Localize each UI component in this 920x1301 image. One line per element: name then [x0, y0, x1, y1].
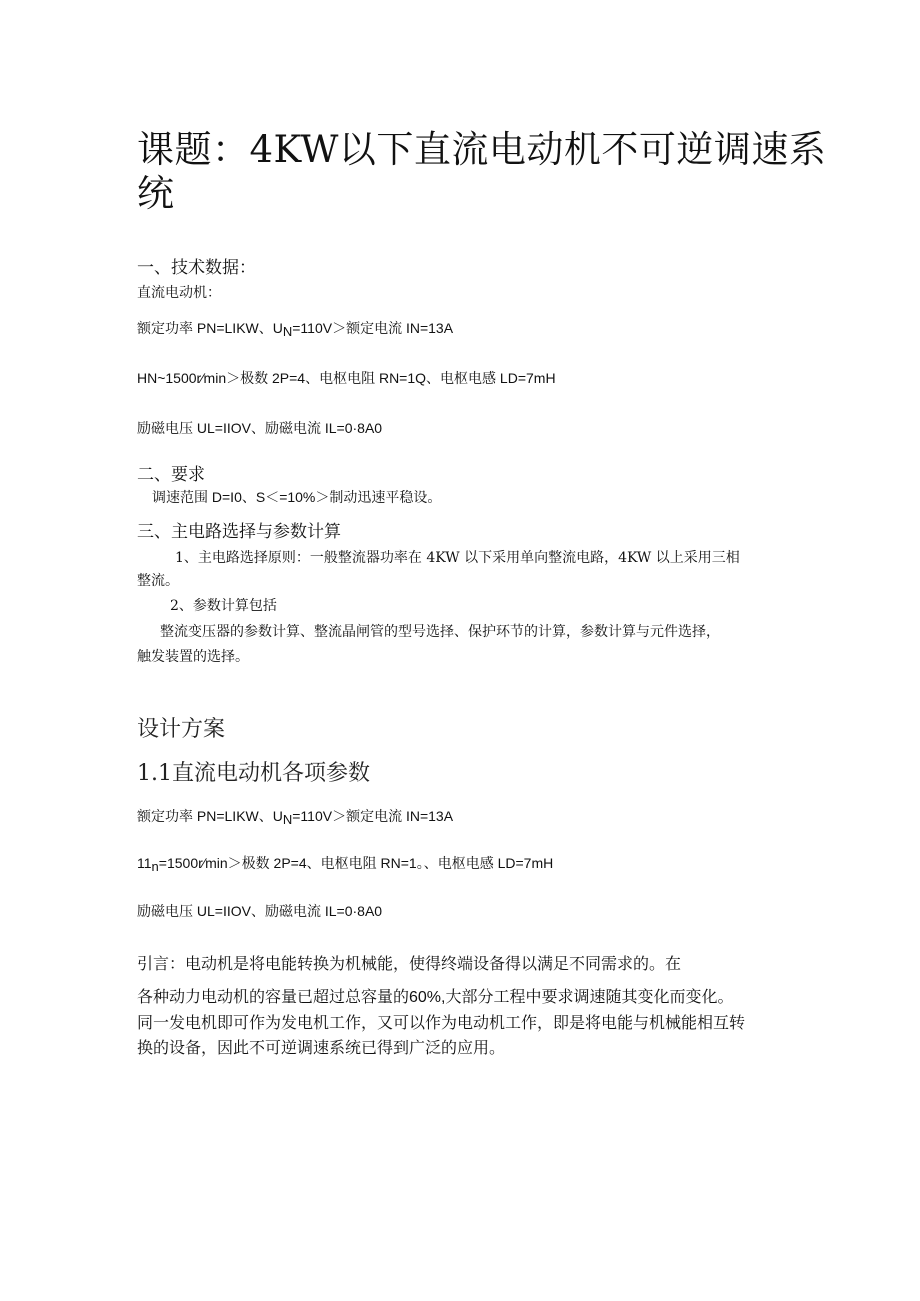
intro-line-4: 换的设备，因此不可逆调速系统已得到广泛的应用。: [137, 1040, 506, 1057]
main-circuit-item-1-line-1: 1、主电路选择原则：一般整流器功率在 4KW 以下采用单向整流电路，4KW 以上采用三相: [175, 550, 740, 566]
design-line-2: 11n=1500r∕min＞极数 2P=4、电枢电阻 RN=1。、电枢电感 LD=7mH: [137, 855, 554, 874]
main-circuit-item-2: 2、参数计算包括: [170, 598, 277, 614]
tech-data-line-2: HN~1500r∕min＞极数 2P=4、电枢电阻 RN=1Q、电枢电感 LD=7mH: [137, 370, 556, 386]
main-circuit-heading: 三、主电路选择与参数计算: [137, 522, 341, 541]
design-line-1: 额定功率 PN=LIKW、UN=110V＞额定电流 IN=13A: [137, 808, 454, 827]
requirements-text: 调速范围 D=I0、S＜=10%＞制动迅速平稳设。: [152, 489, 442, 505]
tech-data-line-3: 励磁电压 UL=IIOV、励磁电流 IL=0·8A0: [137, 420, 383, 436]
main-circuit-item-2-text-line-2: 触发装置的选择。: [137, 649, 249, 665]
document-title-line-2: 统: [137, 172, 175, 215]
design-subheading: 1.1直流电动机各项参数: [137, 761, 370, 786]
tech-data-label: 直流电动机：: [137, 285, 221, 301]
design-heading: 设计方案: [137, 717, 226, 742]
main-circuit-item-1-line-2: 整流。: [137, 573, 179, 589]
main-circuit-item-2-text-line-1: 整流变压器的参数计算、整流晶闸管的型号选择、保护环节的计算，参数计算与元件选择，: [160, 624, 720, 640]
tech-data-line-1: 额定功率 PN=LIKW、UN=110V＞额定电流 IN=13A: [137, 320, 454, 339]
design-line-3: 励磁电压 UL=IIOV、励磁电流 IL=0·8A0: [137, 903, 383, 919]
intro-line-3: 同一发电机即可作为发电机工作，又可以作为电动机工作，即是将电能与机械能相互转: [137, 1015, 746, 1032]
intro-line-1: 引言：电动机是将电能转换为机械能，使得终端设备得以满足不同需求的。在: [137, 956, 682, 973]
requirements-heading: 二、要求: [137, 465, 205, 484]
document-title-line-1: 课题：4KW以下直流电动机不可逆调速系: [137, 128, 827, 171]
intro-line-2: 各种动力电动机的容量已超过总容量的60%,大部分工程中要求调速随其变化而变化。: [137, 989, 734, 1006]
tech-data-heading: 一、技术数据：: [137, 258, 256, 277]
